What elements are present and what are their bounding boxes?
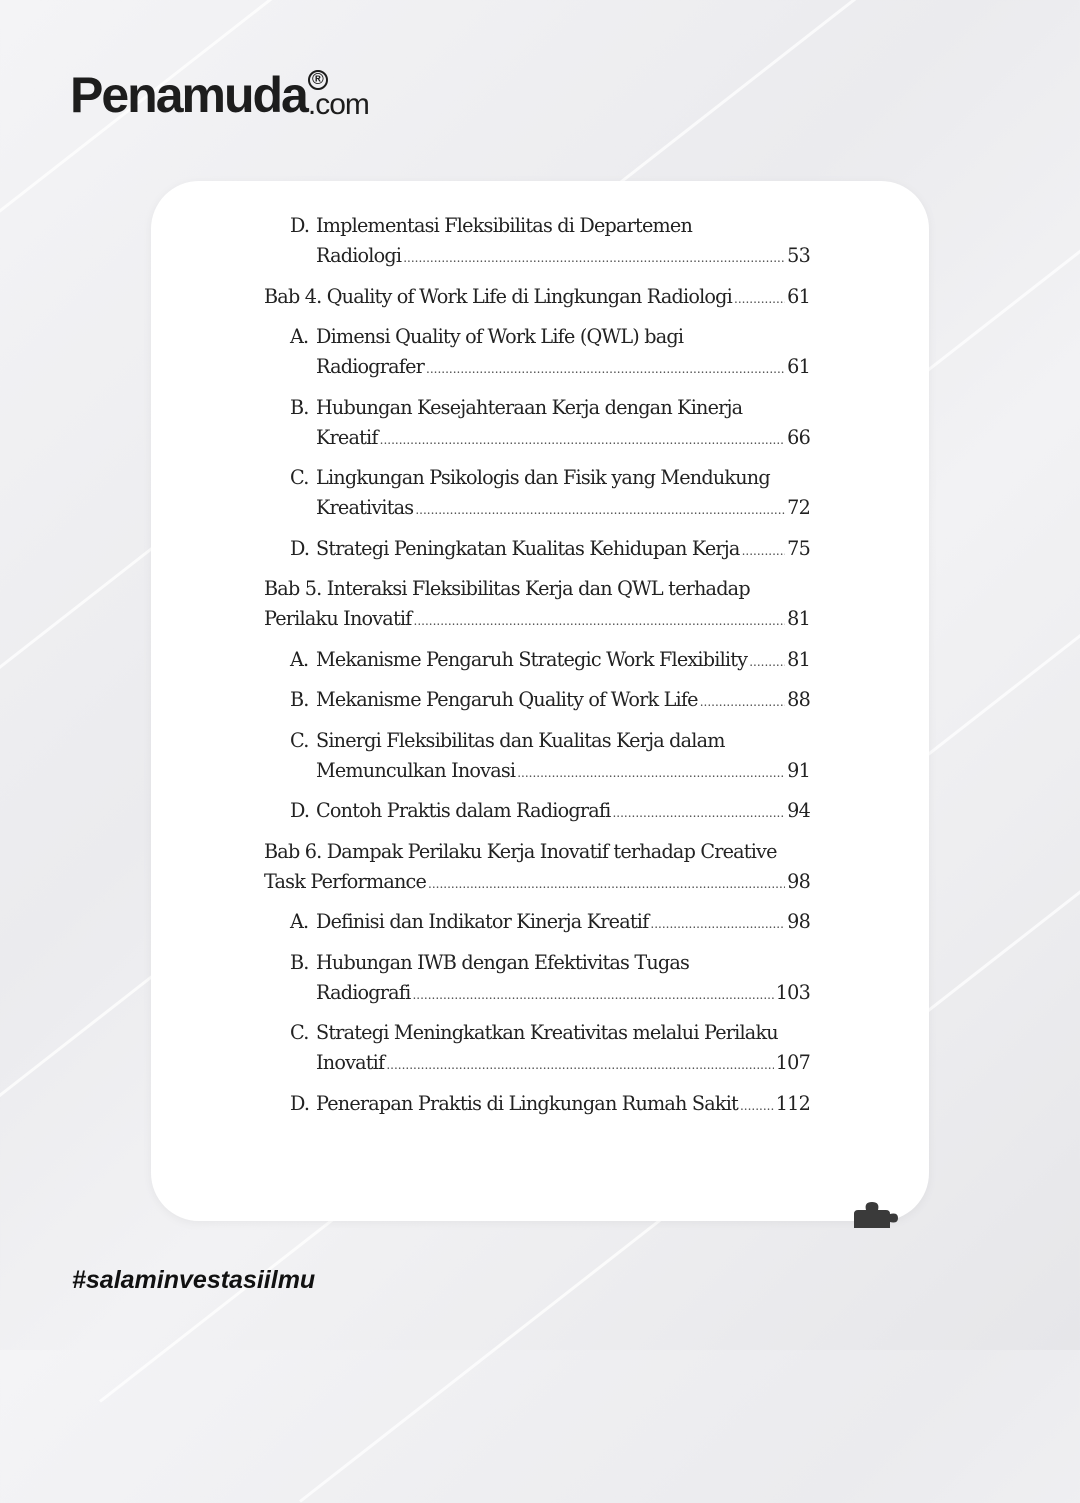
dot-leader bbox=[700, 687, 785, 717]
toc-entry-title-line: Hubungan Kesejahteraan Kerja dengan Kinerja bbox=[316, 395, 743, 419]
toc-entry-letter: D. bbox=[290, 799, 310, 822]
toc-page-number: 72 bbox=[787, 496, 810, 519]
toc-subsection-entry bbox=[264, 1018, 810, 1080]
toc-subsection-entry bbox=[264, 1089, 810, 1121]
brand-name: Penamuda bbox=[70, 67, 307, 123]
toc-entry-title: Bab 4. Quality of Work Life di Lingkungan Radiologi bbox=[264, 284, 732, 308]
dot-leader bbox=[412, 980, 773, 1010]
toc-entry-letter: C. bbox=[290, 466, 309, 489]
toc-entry-title: Definisi dan Indikator Kinerja Kreatif bbox=[316, 910, 649, 933]
toc-entry-letter: D. bbox=[290, 1091, 310, 1115]
toc-subsection-entry bbox=[264, 393, 810, 455]
dot-leader bbox=[428, 869, 785, 899]
toc-entry-title-line: Lingkungan Psikologis dan Fisik yang Mendukung bbox=[316, 466, 770, 489]
toc-entry-title: Mekanisme Pengaruh Quality of Work Life bbox=[316, 688, 698, 711]
toc-page-number: 94 bbox=[787, 799, 810, 822]
registered-mark: ® bbox=[308, 70, 328, 90]
toc-entry-letter: A. bbox=[290, 647, 309, 671]
toc-subsection-entry bbox=[264, 726, 810, 788]
toc-subsection-entry bbox=[264, 645, 810, 677]
toc-entry-title-line: Dimensi Quality of Work Life (QWL) bagi bbox=[316, 325, 684, 348]
toc-entry-title: Contoh Praktis dalam Radiografi bbox=[316, 799, 611, 822]
toc-entry-title: Task Performance bbox=[264, 869, 427, 893]
dot-leader bbox=[380, 425, 786, 455]
toc-subsection-entry bbox=[264, 463, 810, 525]
dot-leader bbox=[740, 1091, 774, 1121]
toc-page-number: 107 bbox=[775, 1051, 810, 1074]
toc-page-number: 98 bbox=[787, 910, 810, 933]
toc-subsection-entry bbox=[264, 534, 810, 566]
toc-entry-title: Radiologi bbox=[316, 244, 402, 267]
toc-entry-title: Kreatif bbox=[316, 425, 378, 449]
dot-leader bbox=[414, 606, 786, 636]
toc-entry-title: Kreativitas bbox=[316, 496, 414, 519]
dot-leader bbox=[734, 284, 785, 314]
toc-entry-title-line: Strategi Meningkatkan Kreativitas melalui Perilaku bbox=[316, 1021, 778, 1044]
toc-entry-title-line: Hubungan IWB dengan Efektivitas Tugas bbox=[316, 950, 690, 974]
table-of-contents bbox=[264, 211, 810, 1129]
toc-entry-letter: A. bbox=[290, 910, 309, 933]
toc-entry-letter: A. bbox=[290, 325, 309, 348]
toc-entry-title: Mekanisme Pengaruh Strategic Work Flexibility bbox=[316, 647, 748, 671]
toc-subsection-entry bbox=[264, 907, 810, 939]
toc-subsection-entry bbox=[264, 322, 810, 384]
toc-page-number: 61 bbox=[787, 284, 810, 308]
toc-entry-title-line: Bab 6. Dampak Perilaku Kerja Inovatif terhadap Creative bbox=[264, 839, 777, 863]
toc-chapter-entry bbox=[264, 837, 810, 899]
toc-chapter-entry bbox=[264, 574, 810, 636]
toc-page-number: 53 bbox=[787, 244, 810, 267]
toc-entry-title-line: Implementasi Fleksibilitas di Departemen bbox=[316, 214, 693, 237]
toc-page-number: 112 bbox=[775, 1091, 810, 1115]
toc-entry-title: Radiografer bbox=[316, 355, 425, 378]
toc-entry-letter: D. bbox=[290, 536, 310, 560]
brand-suffix: .com bbox=[307, 88, 369, 121]
toc-entry-letter: B. bbox=[290, 395, 309, 419]
toc-page-number: 61 bbox=[787, 355, 810, 378]
toc-entry-title-line: Bab 5. Interaksi Fleksibilitas Kerja dan QWL terhadap bbox=[264, 577, 750, 600]
toc-entry-title: Penerapan Praktis di Lingkungan Rumah Sakit bbox=[316, 1091, 738, 1115]
dot-leader bbox=[749, 647, 785, 677]
toc-page-number: 88 bbox=[787, 688, 810, 711]
puzzle-piece-icon bbox=[850, 1198, 906, 1228]
toc-page-number: 81 bbox=[787, 647, 810, 671]
dot-leader bbox=[403, 243, 785, 273]
hashtag: #salaminvestasiilmu bbox=[72, 1266, 316, 1294]
toc-subsection-entry bbox=[264, 796, 810, 828]
toc-subsection-entry bbox=[264, 948, 810, 1010]
toc-entry-letter: C. bbox=[290, 728, 309, 752]
toc-entry-title: Radiografi bbox=[316, 980, 411, 1004]
toc-subsection-entry bbox=[264, 685, 810, 717]
toc-entry-letter: B. bbox=[290, 688, 309, 711]
dot-leader bbox=[426, 354, 785, 384]
toc-page-number: 66 bbox=[787, 425, 810, 449]
toc-entry-title: Memunculkan Inovasi bbox=[316, 758, 516, 782]
dot-leader bbox=[415, 495, 785, 525]
toc-entry-title: Perilaku Inovatif bbox=[264, 607, 412, 630]
toc-chapter-entry bbox=[264, 282, 810, 314]
toc-entry-title-line: Sinergi Fleksibilitas dan Kualitas Kerja dalam bbox=[316, 728, 725, 752]
dot-leader bbox=[517, 758, 785, 788]
toc-page-number: 103 bbox=[775, 980, 810, 1004]
toc-entry-title: Strategi Peningkatan Kualitas Kehidupan Kerja bbox=[316, 536, 740, 560]
dot-leader bbox=[742, 536, 786, 566]
toc-page-number: 75 bbox=[787, 536, 810, 560]
dot-leader bbox=[650, 909, 785, 939]
toc-entry-letter: C. bbox=[290, 1021, 309, 1044]
toc-entry-letter: D. bbox=[290, 214, 310, 237]
toc-page-card bbox=[151, 181, 929, 1221]
toc-entry-title: Inovatif bbox=[316, 1051, 385, 1074]
dot-leader bbox=[612, 798, 785, 828]
toc-page-number: 91 bbox=[787, 758, 810, 782]
toc-page-number: 98 bbox=[787, 869, 810, 893]
toc-entry-letter: B. bbox=[290, 950, 309, 974]
brand-logo bbox=[70, 67, 369, 123]
dot-leader bbox=[386, 1050, 773, 1080]
toc-subsection-entry bbox=[264, 211, 810, 273]
toc-page-number: 81 bbox=[787, 607, 810, 630]
